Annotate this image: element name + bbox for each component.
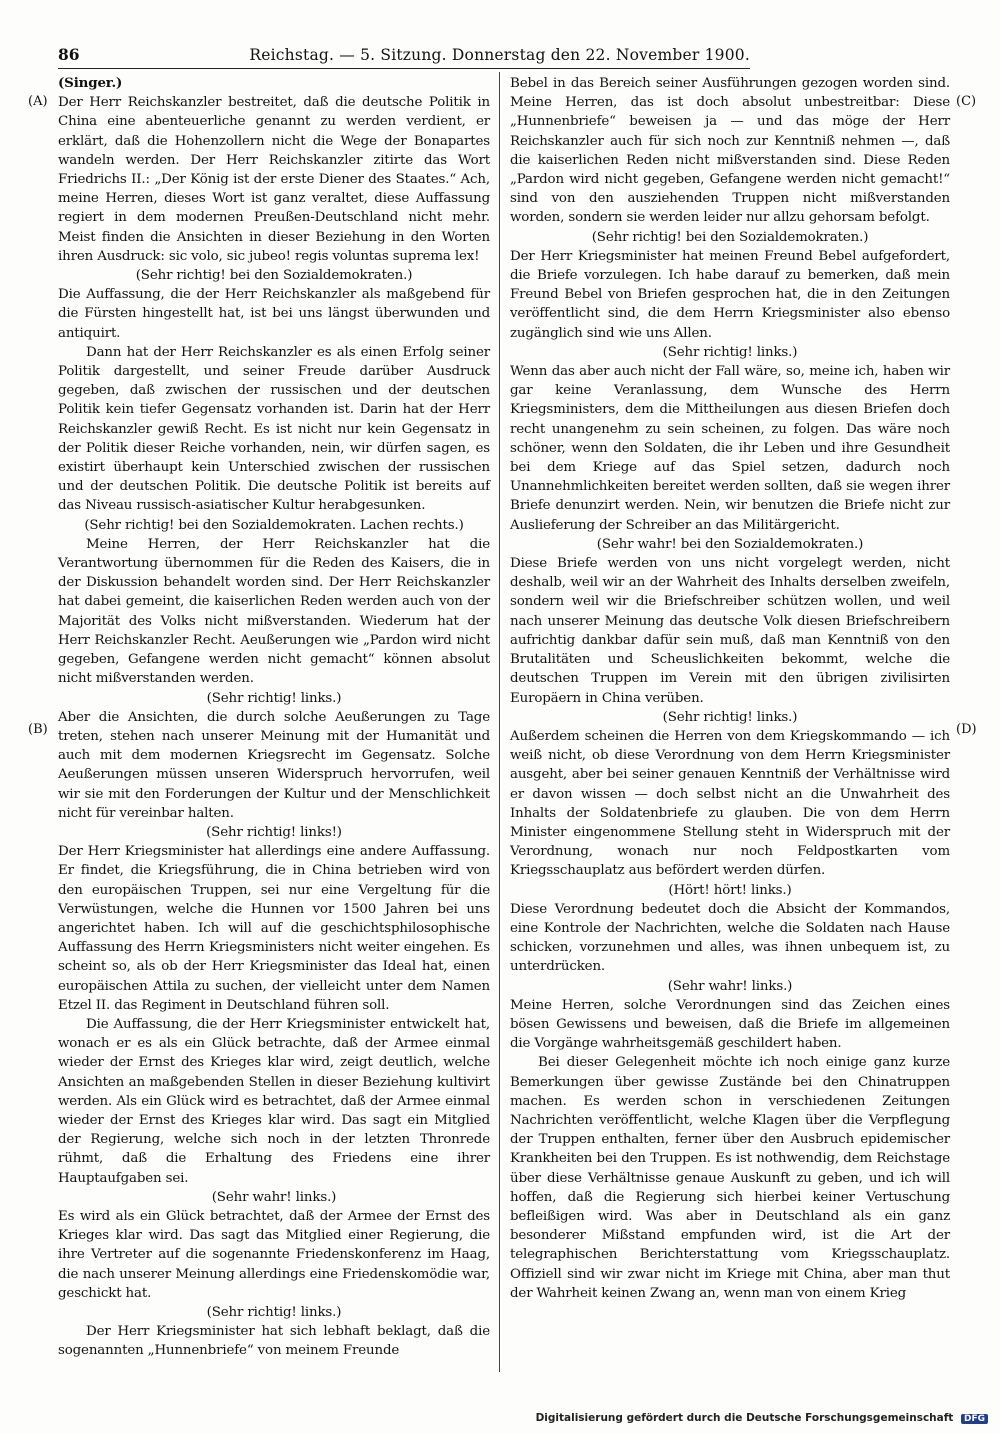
margin-mark-c: (C) — [956, 94, 977, 109]
paragraph: Der Herr Kriegsminister hat sich lebhaft beklagt, daß die sogenannten „Hunnenbriefe“ von meinem Freunde — [58, 1324, 490, 1359]
left-column — [58, 74, 490, 1361]
reaction-line: (Sehr wahr! links.) — [667, 978, 793, 994]
paragraph: Die Auffassung, die der Herr Kriegsminister entwickelt hat, wonach er es als ein Glück betrachte, daß der Armee einmal wieder der Ernst des Krieges klar wird, zeigt deutlich, welche Ansichten an maßgebenden Stellen in dieser Beziehung kultivirt werden. Als ein Glück wird es betrachtet, daß der Armee einmal wieder der Ernst des Krieges klar wird. Das sagt ein Mitglied der Regierung, welche sich noch in der letzten Thronrede rühmt, daß die Erhaltung des Friedens eine ihrer Hauptaufgaben sei. — [58, 1016, 490, 1186]
reaction-line: (Sehr richtig! links!) — [206, 824, 342, 840]
paragraph: Der Herr Kriegsminister hat meinen Freund Bebel aufgefordert, die Briefe vorzulegen. Ich habe darauf zu bemerken, daß mein Freund Bebel von Briefen gesprochen hat, die in den Zeitungen veröffentlicht sind, die dem Herrn Kriegsminister also ebenso zugänglich sind wie uns Allen. — [510, 248, 950, 341]
margin-mark-a: (A) — [28, 94, 48, 109]
paragraph: Aber die Ansichten, die durch solche Aeußerungen zu Tage treten, stehen nach unserer Meinung mit der Humanität und auch mit dem modernen Kriegsrecht im Gegensatz. Solche Aeußerungen müssen unseren Widerspruch hervorrufen, weil wir sie mit den Forderungen der Kultur und der Menschlichkeit nicht für vereinbar halten. — [58, 709, 490, 821]
reaction-line: (Sehr richtig! links.) — [206, 1305, 342, 1320]
paragraph: Meine Herren, der Herr Reichskanzler hat die Verantwortung übernommen für die Reden des Kaisers, die in der Diskussion behandelt worden sind. Der Herr Reichskanzler hat dabei gemeint, die kaiserlichen Reden werden auch von der Majorität des Volks nicht mißverstanden. Wiederum hat der Herr Reichskanzler Recht. Aeußerungen wie „Pardon wird nicht gegeben, Gefangene werden nicht gemacht“ können absolut nicht mißverstanden werden. — [58, 536, 490, 687]
header-rule — [58, 68, 750, 69]
reaction-line: (Sehr richtig! links.) — [662, 344, 798, 360]
speaker-name: (Singer.) — [58, 75, 123, 91]
column-divider — [499, 72, 500, 1372]
paragraph: Dann hat der Herr Reichskanzler es als einen Erfolg seiner Politik dargestellt, und seiner Freude darüber Ausdruck gegeben, daß zwischen der russischen und der deutschen Politik kein tiefer Gegensatz vorhanden ist. Darin hat der Herr Reichskanzler gewiß Recht. Es ist nicht nur kein Gegensatz in der Politik dieser Reiche vorhanden, nein, wir dürfen sagen, es existirt überhaupt kein Unterschied zwischen der russischen und der deutschen Politik. Die deutsche Politik ist bereits auf das Niveau russisch-asiatischer Kultur herabgesunken. — [58, 344, 490, 514]
reaction-line: (Sehr richtig! links.) — [206, 690, 342, 706]
paragraph: Diese Briefe werden von uns nicht vorgelegt werden, nicht deshalb, weil wir an der Wahrheit des Inhalts derselben zweifeln, sondern weil wir die Briefschreiber schützen wollen, und weil nach unserer Meinung das deutsche Volk diesen Briefschreibern aufrichtig dankbar dafür sein muß, daß man Kenntniß von den Brutalitäten und Scheuslichkeiten bekommt, welche die deutschen Truppen im Verein mit den übrigen zivilisirten Europäern in China verüben. — [510, 556, 950, 706]
paragraph: Die Auffassung, die der Herr Reichskanzler als maßgebend für die Fürsten hingestellt hat, ist bei uns längst überwunden und antiquirt. — [58, 287, 490, 341]
reaction-line: (Sehr wahr! links.) — [211, 1189, 337, 1205]
paragraph: Außerdem scheinen die Herren von dem Kriegskommando — ich weiß nicht, ob diese Verordnung von dem Herrn Kriegsminister ausgeht, aber bei seiner genauen Kenntniß der Verhältnisse wird er davon wissen — doch selbst nicht an die Unwahrheit des Inhalts der Soldatenbriefe zu glauben. Die von dem Herrn Minister eingenommene Stellung steht in Widerspruch mit der Verordnung, wonach nur noch Feldpostkarten vom Kriegsschauplatz aus befördert werden dürfen. — [510, 728, 950, 879]
reaction-line: (Hört! hört! links.) — [668, 882, 792, 898]
margin-mark-d: (D) — [956, 722, 977, 737]
footer-credit — [536, 1412, 988, 1424]
footer-text: Digitalisierung gefördert durch die Deutsche Forschungsgemeinschaft — [535, 1412, 954, 1424]
paragraph: Bebel in das Bereich seiner Ausführungen gezogen worden sind. Meine Herren, das ist doch absolut unbestreitbar: Diese „Hunnenbriefe“ beweisen ja — und das möge der Herr Reichskanzler auch für sich noch zur Kenntniß nehmen —, daß die kaiserlichen Reden nicht mißverstanden sind. Diese Reden „Pardon wird nicht gegeben, Gefangene werden nicht gemacht!“ sind von den ausziehenden Truppen nicht mißverstanden worden, sondern sie werden leider nur allzu gehorsam befolgt. — [510, 76, 950, 226]
right-column — [510, 74, 950, 1303]
paragraph: Wenn das aber auch nicht der Fall wäre, so, meine ich, haben wir gar keine Veranlassung, dem Wunsche des Herrn Kriegsministers, dem die Mittheilungen aus diesen Briefen doch recht unangenehm zu sein scheinen, zu folgen. Das wäre noch schöner, wenn den Soldaten, die ihr Leben und ihre Gesundheit bei dem Kriege auf das Spiel setzen, dadurch noch Unannehmlichkeiten bereitet werden sollten, daß sie wegen ihrer Briefe denunzirt werden. Nein, wir benutzen die Briefe nicht zur Auslieferung der Schreiber an das Militärgericht. — [510, 364, 950, 533]
paragraph: Der Herr Kriegsminister hat allerdings eine andere Auffassung. Er findet, die Kriegsführung, die in China betrieben wird von den europäischen Truppen, sei nur eine Vergeltung für die Verwüstungen, welche die Hunnen vor 1500 Jahren bei uns angerichtet haben. Ich will auf die geschichtsphilosophische Auffassung des Herrn Kriegsministers nicht weiter eingehen. Es scheint so, als ob der Herr Kriegsminister das Ideal hat, einen europäischen Attila zu suchen, der vielleicht unter dem Namen Etzel II. das Regiment in Deutschland führen soll. — [58, 844, 490, 1013]
running-title: Reichstag. — 5. Sitzung. Donnerstag den 22. November 1900. — [249, 46, 750, 64]
paragraph: Es wird als ein Glück betrachtet, daß der Armee der Ernst des Krieges klar wird. Das sagt das Mitglied einer Regierung, die ihre Vertreter auf die sogenannte Friedenskonferenz im Haag, die nach unserer Meinung allerdings eine Friedenskomödie war, geschickt hat. — [58, 1208, 490, 1301]
reaction-line: (Sehr richtig! bei den Sozialdemokraten.) — [591, 229, 869, 245]
running-header — [58, 44, 750, 66]
paragraph: Meine Herren, solche Verordnungen sind das Zeichen eines bösen Gewissens und beweisen, daß die Briefe im allgemeinen die Vorgänge wahrheitsgemäß geschildert haben. — [510, 997, 950, 1052]
dfg-logo: DFG — [961, 1414, 988, 1424]
paragraph: Bei dieser Gelegenheit möchte ich noch einige ganz kurze Bemerkungen über gewisse Zustände bei den Chinatruppen machen. Es werden schon in verschiedenen Zeitungen Nachrichten veröffentlicht, welche Klagen über die Verpflegung der Truppen enthalten, ferner über den Ausbruch epidemischer Krankheiten bei den Truppen. Es ist nothwendig, dem Reichstage über diese Verhältnisse genaue Auskunft zu geben, und ich will hoffen, daß die Regierung sich hierbei keiner Vertuschung befleißigen wird. Was aber in Deutschland als ein ganz besonderer Mißstand empfunden wird, ist die Art der telegraphischen Berichterstattung vom Kriegsschauplatz. Offiziell sind wir zwar nicht im Kriege mit China, aber man thut der Wahrheit keinen Zwang an, wenn man von einem Krieg — [510, 1055, 950, 1301]
reaction-line: (Sehr richtig! bei den Sozialdemokraten. Lachen rechts.) — [84, 517, 464, 533]
reaction-line: (Sehr wahr! bei den Sozialdemokraten.) — [596, 536, 864, 552]
reaction-line: (Sehr richtig! links.) — [662, 709, 798, 725]
margin-mark-b: (B) — [28, 722, 48, 737]
paragraph: Diese Verordnung bedeutet doch die Absicht der Kommandos, eine Kontrole der Nachrichten, welche die Soldaten nach Hause schicken, vorzunehmen und alles, was ihnen unbequem ist, zu unterdrücken. — [510, 901, 950, 975]
paragraph: Der Herr Reichskanzler bestreitet, daß die deutsche Politik in China eine abenteuerliche genannt zu werden verdient, er erklärt, daß die Hohenzollern nicht die Wege der Bonapartes wandeln werden. Der Herr Reichskanzler zitirte das Wort Friedrichs II.: „Der König ist der erste Diener des Staates.“ Ach, meine Herren, dieses Wort ist ganz veraltet, diese Auffassung regiert in dem modernen Preußen-Deutschland nicht mehr. Meist finden die Ansichten in dieser Beziehung in den Worten ihren Ausdruck: sic volo, sic jubeo! regis voluntas suprema lex! — [58, 95, 490, 264]
reaction-line: (Sehr richtig! bei den Sozialdemokraten.) — [135, 268, 413, 284]
page-number: 86 — [58, 45, 80, 64]
